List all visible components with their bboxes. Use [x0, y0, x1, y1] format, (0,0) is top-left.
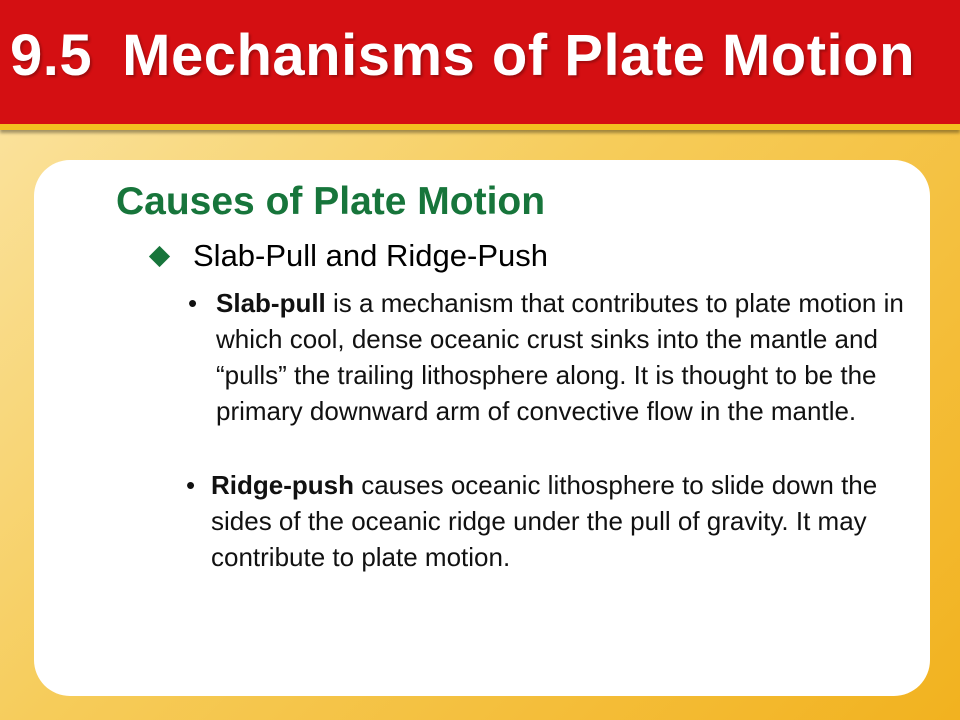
title-banner [0, 0, 960, 130]
section-heading: Causes of Plate Motion [116, 180, 546, 223]
bullet-paragraph [188, 285, 908, 429]
subheading-text: Slab-Pull and Ridge-Push [193, 238, 548, 273]
definition-ridge-push: causes oceanic lithosphere to slide down the sides of the oceanic ridge under the pull of gravity. It may contribute to plate motion. [211, 470, 878, 572]
section-number: 9.5 [10, 23, 93, 88]
slide-title [10, 22, 915, 89]
bullet-dot-icon: • [186, 470, 196, 500]
bullet-ridge-push [186, 467, 906, 575]
definition-slab-pull: is a mechanism that contributes to plate motion in which cool, dense oceanic crust sinks into the mantle and “pulls” the trailing lithosphere along. It is thought to be the primary downward arm of convective flow in the mantle. [216, 288, 904, 426]
bullet-dot-icon: • [188, 288, 198, 318]
term-slab-pull: Slab-pull [216, 288, 326, 318]
subheading [146, 238, 548, 274]
title-text: Mechanisms of Plate Motion [122, 23, 916, 88]
term-ridge-push: Ridge-push [211, 470, 354, 500]
bullet-paragraph [186, 467, 906, 575]
diamond-bullet-icon [149, 245, 170, 266]
bullet-slab-pull [188, 285, 908, 429]
